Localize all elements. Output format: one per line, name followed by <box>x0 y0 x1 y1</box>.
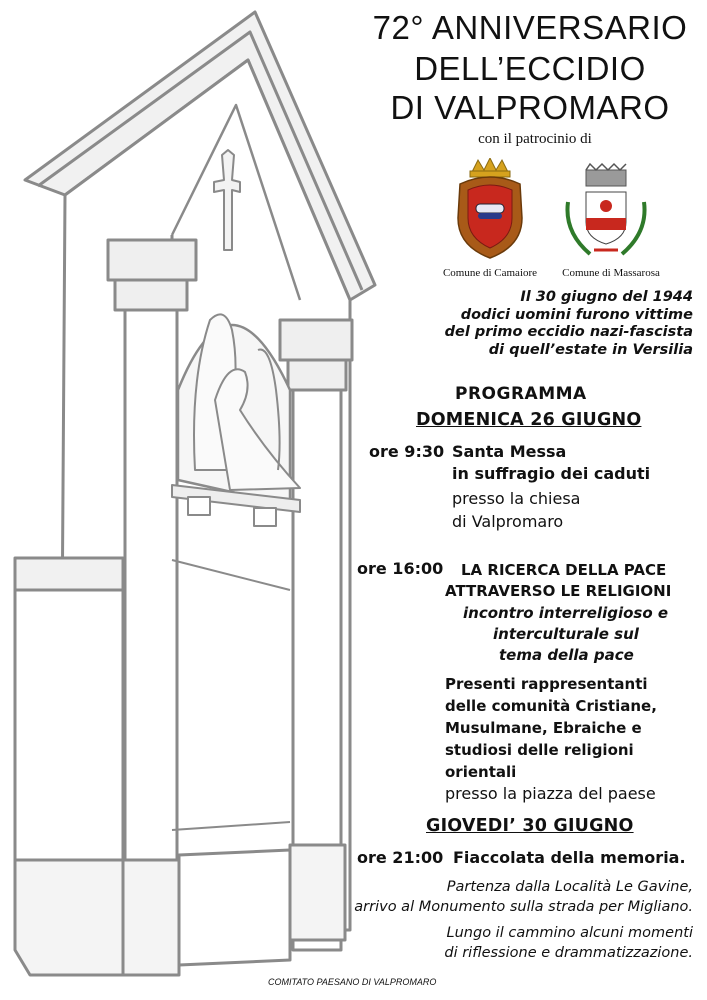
program-heading: PROGRAMMA <box>455 384 587 404</box>
event2-desc-3: tema della pace <box>499 646 634 664</box>
massarosa-crest-icon <box>560 162 652 266</box>
event1-time: ore 9:30 <box>369 442 445 461</box>
event2-desc-1: incontro interreligioso e <box>463 604 669 622</box>
day1-heading: DOMENICA 26 GIUGNO <box>416 410 642 430</box>
massarosa-label: Comune di Massarosa <box>562 267 660 279</box>
event2-title-2: ATTRAVERSO LE RELIGIONI <box>445 582 672 600</box>
event2-present-3: Musulmane, Ebraiche e <box>445 719 642 737</box>
event1-place-2: di Valpromaro <box>452 512 564 531</box>
event1-title: Santa Messa <box>452 442 567 461</box>
event3-desc-3: Lungo il cammino alcuni momenti <box>446 925 693 941</box>
intro-line-1: Il 30 giugno del 1944 <box>520 289 693 305</box>
title-line-1: 72° ANNIVERSARIO <box>372 9 688 46</box>
event2-place: presso la piazza del paese <box>445 784 656 803</box>
event3-desc-block <box>273 877 693 963</box>
event3-desc-2: arrivo al Monumento sulla strada per Migliano. <box>354 899 693 915</box>
patronage-text: con il patrocinio di <box>478 131 592 147</box>
camaiore-label: Comune di Camaiore <box>442 267 538 279</box>
event2-present-4: studiosi delle religioni <box>445 741 634 759</box>
event2-present-2: delle comunità Cristiane, <box>445 697 657 715</box>
title-line-2: DELL’ECCIDIO <box>414 50 646 87</box>
day2-heading: GIOVEDI’ 30 GIUGNO <box>426 816 634 836</box>
event2-present-1: Presenti rappresentanti <box>445 675 648 693</box>
event2-time: ore 16:00 <box>357 559 444 578</box>
event1-place-1: presso la chiesa <box>452 489 581 508</box>
intro-line-4: di quell’estate in Versilia <box>488 341 693 358</box>
event3-title: Fiaccolata della memoria. <box>453 848 686 867</box>
event2-title-1: LA RICERCA DELLA PACE <box>461 561 667 579</box>
event3-time: ore 21:00 <box>357 848 444 867</box>
event2-desc-2: interculturale sul <box>493 625 639 643</box>
event3-desc-4: di riflessione e drammatizzazione. <box>444 945 693 961</box>
footer-committee: COMITATO PAESANO DI VALPROMARO <box>268 977 437 987</box>
intro-line-3: del primo eccidio nazi-fascista <box>444 324 693 340</box>
intro-line-2: dodici uomini furono vittime <box>460 306 693 323</box>
title-line-3: DI VALPROMARO <box>390 89 670 126</box>
event2-present-5: orientali <box>445 763 517 781</box>
event3-desc-1: Partenza dalla Località Le Gavine, <box>446 879 693 895</box>
intro-text <box>363 289 693 359</box>
camaiore-crest-icon <box>452 158 528 262</box>
event1-subtitle: in suffragio dei caduti <box>452 464 651 483</box>
